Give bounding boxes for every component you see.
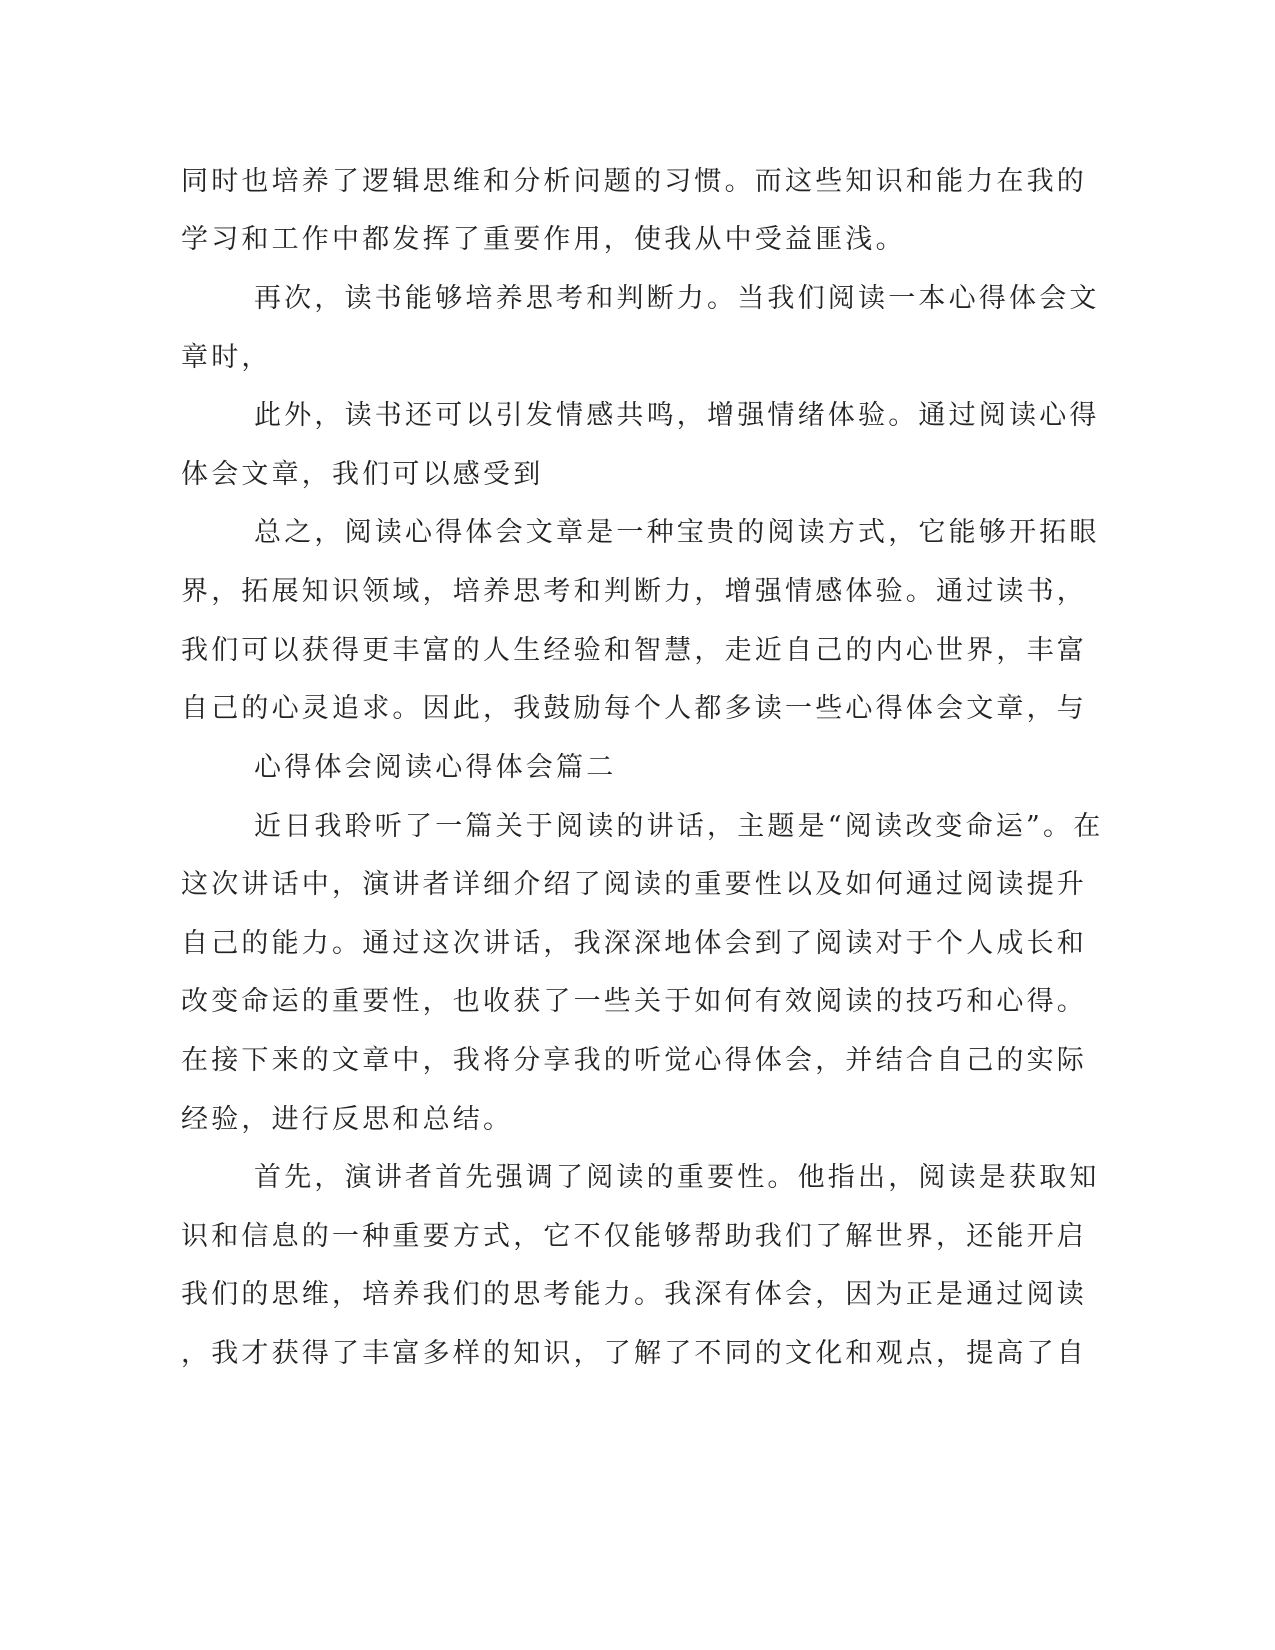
paragraph-start-line: 首先，演讲者首先强调了阅读的重要性。他指出，阅读是获取知: [254, 1162, 1100, 1193]
text-line: 界，拓展知识领域，培养思考和判断力，增强情感体验。通过读书，: [181, 576, 1087, 607]
text-line: 识和信息的一种重要方式，它不仅能够帮助我们了解世界，还能开启: [181, 1221, 1087, 1252]
text-line: 学习和工作中都发挥了重要作用，使我从中受益匪浅。: [181, 224, 906, 255]
text-line: 章时，: [181, 342, 272, 373]
text-line: 这次讲话中，演讲者详细介绍了阅读的重要性以及如何通过阅读提升: [181, 869, 1087, 900]
text-line: 自己的心灵追求。因此，我鼓励每个人都多读一些心得体会文章，与: [181, 693, 1087, 724]
text-line: 我们的思维，培养我们的思考能力。我深有体会，因为正是通过阅读: [181, 1279, 1087, 1310]
paragraph-start-line: 再次，读书能够培养思考和判断力。当我们阅读一本心得体会文: [254, 283, 1100, 314]
text-line: ，我才获得了丰富多样的知识，了解了不同的文化和观点，提高了自: [181, 1338, 1087, 1369]
text-line: 同时也培养了逻辑思维和分析问题的习惯。而这些知识和能力在我的: [181, 166, 1087, 197]
paragraph-start-line: 近日我聆听了一篇关于阅读的讲话，主题是“阅读改变命运”。在: [254, 811, 1104, 842]
text-line: 经验，进行反思和总结。: [181, 1104, 514, 1135]
text-line: 自己的能力。通过这次讲话，我深深地体会到了阅读对于个人成长和: [181, 928, 1087, 959]
text-line: 体会文章，我们可以感受到: [181, 459, 544, 490]
text-line: 我们可以获得更丰富的人生经验和智慧，走近自己的内心世界，丰富: [181, 635, 1087, 666]
text-line: 改变命运的重要性，也收获了一些关于如何有效阅读的技巧和心得。: [181, 986, 1087, 1017]
paragraph-start-line: 此外，读书还可以引发情感共鸣，增强情绪体验。通过阅读心得: [254, 400, 1100, 431]
text-line: 在接下来的文章中，我将分享我的听觉心得体会，并结合自己的实际: [181, 1045, 1087, 1076]
section-heading: 心得体会阅读心得体会篇二: [254, 752, 617, 783]
paragraph-start-line: 总之，阅读心得体会文章是一种宝贵的阅读方式，它能够开拓眼: [254, 517, 1100, 548]
